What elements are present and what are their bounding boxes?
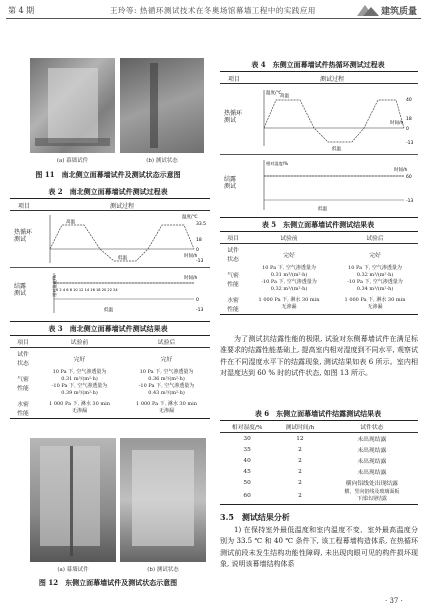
table2-chart1-high: 高温	[66, 220, 75, 225]
table3-cell: 完好	[73, 356, 86, 363]
table2-header-process: 测试过程	[110, 203, 135, 210]
table6-cell: 未出现结露	[357, 437, 387, 443]
table4-thermal-chart	[254, 84, 418, 154]
table6-cell: 横向铝线处出现结露	[345, 481, 398, 487]
table4-chart1-ylabel: 温度/℃	[266, 91, 282, 96]
figure11-photo-a	[30, 58, 115, 153]
table3-header: 试验后	[123, 336, 210, 348]
table5-cell: 试件 状态	[227, 248, 239, 263]
figure12-caption: 图 12 东侧立面幕墙试件及测试状态示意图	[38, 578, 178, 587]
table6-cell: 2	[298, 479, 302, 486]
table2-chart1-v0: 0	[196, 248, 199, 253]
table2-chart1-low: 低温	[118, 256, 127, 261]
table6-cell: 2	[298, 457, 302, 464]
table4-header-process: 测试过程	[320, 76, 345, 83]
figure11-photo-b	[120, 58, 204, 153]
table3-caption: 表 3 南北侧立面幕墙试件测试结果表	[48, 324, 168, 333]
table2-chart2-vm13: -13	[196, 308, 204, 313]
table5-cell: 1 000 Pa 下, 淋水 30 min 无渗漏	[258, 297, 320, 310]
table4-chart1-vm13: -13	[406, 141, 414, 146]
table6-cell: 40	[243, 457, 251, 464]
table6-header: 相对湿度/%	[220, 421, 274, 433]
table2	[10, 198, 210, 322]
table6-cell: 未出现结露	[357, 470, 387, 476]
table2-chart1-v18: 18	[196, 238, 202, 243]
table3-cell: 试件 状态	[17, 352, 29, 367]
journal-issue: 第 4 期	[8, 6, 35, 15]
table2-chart2-ticks: 0 2 4 6 8 10 12 14 16 18 20 22 24	[56, 288, 118, 292]
table4-chart1-v40: 40	[406, 98, 412, 103]
table5-header: 试验前	[246, 232, 332, 244]
table3-cell: 1 000 Pa 下, 淋水 30 min 无渗漏	[136, 401, 197, 414]
table2-row-thermal-label: 热循环 测试	[14, 229, 33, 243]
table6-cell: 12	[296, 435, 304, 442]
figure11-sub-a: (a) 幕墙试件	[56, 158, 89, 164]
table6	[220, 420, 418, 505]
page-number: · 37 ·	[385, 597, 403, 605]
table2-chart2-t: 时间/h	[184, 276, 198, 281]
table2-chart1-top: 33.5	[196, 222, 207, 227]
table3-header: 试验前	[36, 336, 123, 348]
table2-chart1-vm13: -13	[196, 259, 204, 264]
table3	[10, 335, 210, 419]
figure11-sub-b: (b) 测试状态	[146, 158, 178, 164]
table2-chart1-t: 时间/h	[184, 254, 198, 259]
table4-chart2-ylabel: 相对湿度/%	[266, 161, 289, 166]
table4-chart2-low: 低温	[318, 207, 327, 212]
table6-caption: 表 6 东侧立面幕墙试件结露测试结果表	[254, 409, 382, 418]
table4-row-thermal-label: 热循环 测试	[224, 110, 243, 124]
table4-chart1-v0: 0	[406, 127, 409, 132]
table6-cell: 2	[298, 493, 302, 499]
table6-cell: 35	[243, 446, 251, 453]
table5-cell: 完好	[283, 252, 295, 259]
table4-header-item: 项目	[228, 76, 241, 83]
logo-text: 建筑质量	[381, 7, 418, 17]
figure12-sub-a: (a) 幕墙试件	[57, 567, 89, 573]
table5-cell: 1 000 Pa 下, 淋水 30 min 无渗漏	[344, 297, 406, 310]
table3-cell: 水密 性能	[17, 402, 29, 417]
table6-cell: 60	[243, 493, 251, 499]
table6-cell: 横、竖向铝线及玻璃面板 下部出现结露	[344, 489, 400, 502]
table5-cell: 水密 性能	[227, 298, 239, 313]
body-paragraph-1: 为了测试抗结露性能的极限, 试验对东侧幕墙试件在满足标准要求的结露性能基础上, 提高室内相对湿度到不同水平, 观察试件在不同湿度水平下的结露现象, 测试结果如表 6 所示。室内相对湿度达到 60 % 时的试件状态, 如图 13 所示。	[220, 335, 418, 377]
table5-cell: 气密 性能	[227, 273, 239, 288]
table6-header: 测试时间/h	[274, 421, 325, 433]
table4-chart2-v60: 60	[406, 175, 412, 180]
figure12-photo-b	[120, 438, 206, 562]
table5-header: 项目	[220, 232, 246, 244]
table2-thermal-chart	[44, 211, 210, 267]
table4-row-condensation-label: 结露 测试	[224, 176, 237, 190]
running-title: 王玲等: 热循环测试技术在冬奥场馆幕墙工程中的实践应用	[110, 6, 316, 15]
table2-chart1-ylabel: 温度/℃	[182, 215, 198, 220]
section-heading: 3.5 测试结果分析	[220, 512, 290, 522]
table6-cell: 2	[298, 446, 302, 453]
table3-cell: 完好	[160, 356, 173, 363]
table2-chart2-low: 低温	[104, 308, 113, 313]
table6-cell: 未出现结露	[357, 459, 387, 465]
table6-cell: 未出现结露	[357, 448, 387, 454]
table4-chart1-v18: 18	[406, 117, 412, 122]
table5-caption: 表 5 东侧立面幕墙试件测试结果表	[261, 220, 375, 229]
table2-header-item: 项目	[18, 203, 31, 210]
table2-chart2-ylabel: 相对湿度/%	[52, 274, 57, 297]
table4-chart1-high: 高温	[280, 94, 289, 99]
table5-cell: 10 Pa 下, 空气渗透量为 0.32 m³/(m²·h) -10 Pa 下, 空气渗透量为 0.34 m³/(m²·h)	[347, 265, 403, 292]
figure11-caption: 图 11 南北侧立面幕墙试件及测试状态示意图	[35, 170, 181, 179]
table4	[220, 71, 418, 218]
body-paragraph-2: 1) 在保持室外最低温度和室内温度不变、室外最高温度分别为 33.5 ℃ 和 40 ℃ 条件下, 该工程幕墙构造体系, 在热循环测试前段未发生结构功能性障碍, 未出现肉眼可见的构件损坏现象, 说明该幕墙结构体系	[220, 526, 418, 568]
table2-condensation-chart	[44, 269, 210, 319]
table4-chart1-t: 时间/h	[390, 121, 404, 126]
table3-cell: 10 Pa 下, 空气渗透量为 0.31 m³/(m²·h) -10 Pa 下, 空气渗透量为 0.39 m³/(m²·h)	[51, 369, 108, 396]
table3-header: 项目	[10, 336, 36, 348]
table6-cell: 2	[298, 468, 302, 475]
table4-chart2-t: 时间/h	[394, 168, 408, 173]
table5	[220, 231, 418, 315]
table4-chart1-low: 低温	[332, 147, 341, 152]
table5-cell: 10 Pa 下, 空气渗透量为 0.31 m³/(m²·h) -10 Pa 下, 空气渗透量为 0.32 m³/(m²·h)	[261, 265, 317, 292]
table4-chart2-vm13: -13	[406, 199, 414, 204]
table6-cell: 45	[243, 468, 251, 475]
figure12-sub-b: (b) 测试状态	[147, 567, 179, 573]
table4-condensation-chart	[254, 156, 418, 216]
table3-cell: 10 Pa 下, 空气渗透量为 0.36 m³/(m²·h) -10 Pa 下, 空气渗透量为 0.43 m³/(m²·h)	[138, 369, 195, 396]
table6-cell: 50	[243, 479, 251, 486]
table2-caption: 表 2 南北侧立面幕墙试件测试过程表	[48, 187, 168, 196]
table5-header: 试验后	[332, 232, 418, 244]
table2-row-condensation-label: 结露 测试	[14, 283, 27, 297]
table3-cell: 气密 性能	[17, 377, 29, 392]
table2-chart2-v0: 0	[196, 298, 199, 303]
table6-header: 试件状态	[326, 421, 418, 433]
table5-cell: 完好	[369, 252, 381, 259]
table6-cell: 30	[243, 435, 251, 442]
table3-cell: 1 000 Pa 下, 淋水 30 min 无渗漏	[49, 401, 110, 414]
figure12-photo-a	[30, 438, 116, 562]
header-rule	[6, 18, 421, 19]
table4-caption: 表 4 东侧立面幕墙试件热循环测试过程表	[251, 60, 385, 69]
